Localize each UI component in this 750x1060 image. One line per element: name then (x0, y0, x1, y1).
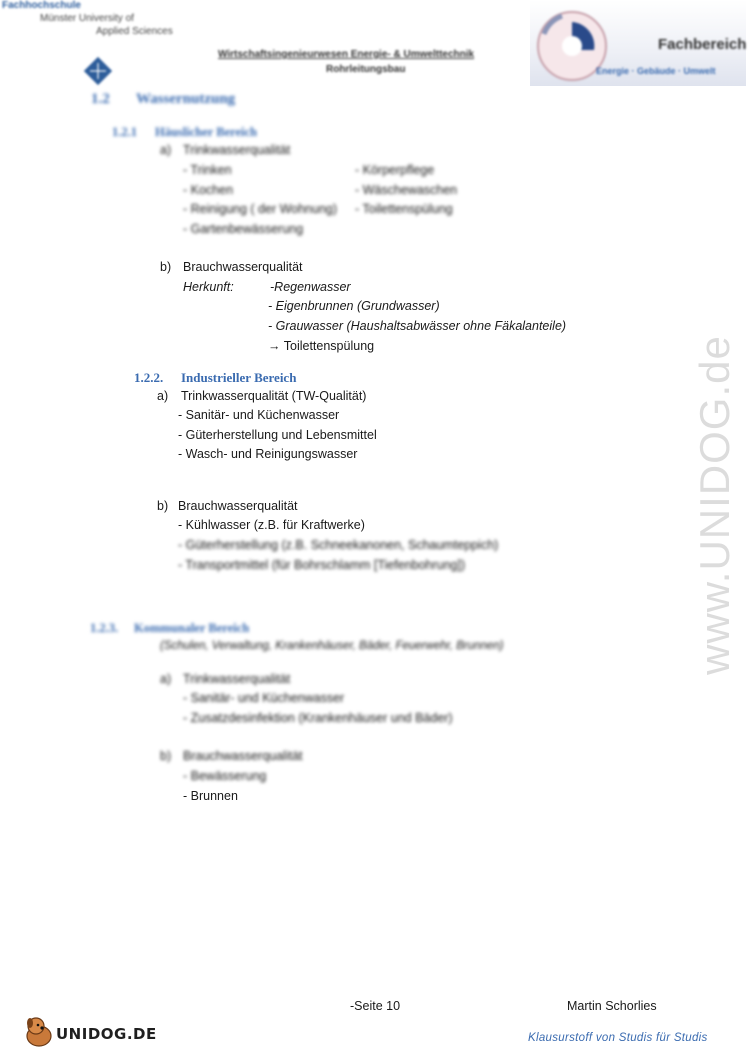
uni-name-line3: Applied Sciences (96, 26, 173, 37)
arrow-item-label: Toilettenspülung (283, 339, 375, 353)
uni-name-line1: Fachhochschule (2, 0, 81, 11)
list-item: - Grauwasser (Haushaltsabwässer ohne Fäkalanteile) (268, 319, 567, 333)
herkunft-label: Herkunft: (183, 280, 234, 294)
sub3-examples: (Schulen, Verwaltung, Krankenhäuser, Bäder, Feuerwehr, Brunnen) (160, 640, 504, 652)
sub2-a-label: a) (157, 389, 169, 403)
list-item: - Reinigung ( der Wohnung) (183, 202, 338, 216)
subsection-3-number: 1.2.3. (90, 621, 119, 635)
list-item: - Gartenbewässerung (183, 222, 304, 236)
page-number: -Seite 10 (350, 999, 401, 1013)
subsection-1-title: Häuslicher Bereich (155, 125, 257, 139)
sub2-a-title: Trinkwasserqualität (TW-Qualität) (181, 389, 367, 403)
sub3-b-label: b) (160, 749, 172, 763)
sub3-a-label: a) (160, 672, 172, 686)
list-item: - Bewässerung (183, 769, 267, 783)
subsection-3-title: Kommunaler Bereich (134, 621, 250, 635)
department-label: Fachbereich (658, 36, 747, 53)
list-item: - Güterherstellung (z.B. Schneekanonen, Schaumteppich) (178, 538, 499, 552)
sub3-a-title: Trinkwasserqualität (183, 672, 291, 686)
footer-tagline: Klausurstoff von Studis für Studis (528, 1032, 708, 1044)
list-item: -Regenwasser (270, 280, 351, 294)
list-item: - Kochen (183, 183, 234, 197)
sub1-b-title: Brauchwasserqualität (183, 260, 303, 274)
list-item: - Güterherstellung und Lebensmittel (178, 428, 377, 442)
university-logo-icon (82, 55, 114, 87)
dog-mascot-icon (22, 1014, 56, 1048)
list-item: - Toilettenspülung (355, 202, 453, 216)
course-title: Wirtschaftsingenieurwesen Energie- & Umwelttechnik (218, 49, 475, 60)
author-name: Martin Schorlies (567, 999, 657, 1013)
list-item: - Körperpflege (355, 163, 435, 177)
list-item: - Wasch- und Reinigungswasser (178, 447, 358, 461)
subsection-2-title: Industrieller Bereich (181, 370, 297, 385)
unidog-logo-text: UNIDOG.DE (56, 1025, 157, 1043)
arrow-right-icon: → (268, 339, 281, 353)
watermark: www.UNIDOG.de (691, 335, 738, 675)
list-item: - Sanitär- und Küchenwasser (183, 691, 345, 705)
list-item: - Brunnen (183, 789, 238, 803)
list-item: - Trinken (183, 163, 232, 177)
sub1-a-label: a) (160, 143, 172, 157)
section-number: 1.2 (91, 91, 110, 107)
list-item: - Sanitär- und Küchenwasser (178, 408, 340, 422)
list-item: - Kühlwasser (z.B. für Kraftwerke) (178, 518, 365, 532)
list-item: - Transportmittel (für Bohrschlamm [Tiefenbohrung]) (178, 558, 466, 572)
sub2-b-label: b) (157, 499, 169, 513)
department-subtitle: Energie · Gebäude · Umwelt (596, 66, 716, 76)
section-title: Wassernutzung (136, 91, 236, 107)
department-banner (530, 0, 746, 86)
list-item: - Wäschewaschen (355, 183, 458, 197)
sub2-b-title: Brauchwasserqualität (178, 499, 298, 513)
sub1-b-label: b) (160, 260, 172, 274)
sub1-a-title: Trinkwasserqualität (183, 143, 291, 157)
course-subtitle: Rohrleitungsbau (326, 64, 406, 75)
uni-name-line2: Münster University of (40, 13, 134, 24)
subsection-1-number: 1.2.1 (112, 125, 137, 139)
sub3-b-title: Brauchwasserqualität (183, 749, 303, 763)
list-item: - Eigenbrunnen (Grundwasser) (268, 299, 440, 313)
list-item: - Zusatzdesinfektion (Krankenhäuser und Bäder) (183, 711, 453, 725)
subsection-2-number: 1.2.2. (134, 370, 164, 385)
arrow-item (268, 339, 374, 353)
